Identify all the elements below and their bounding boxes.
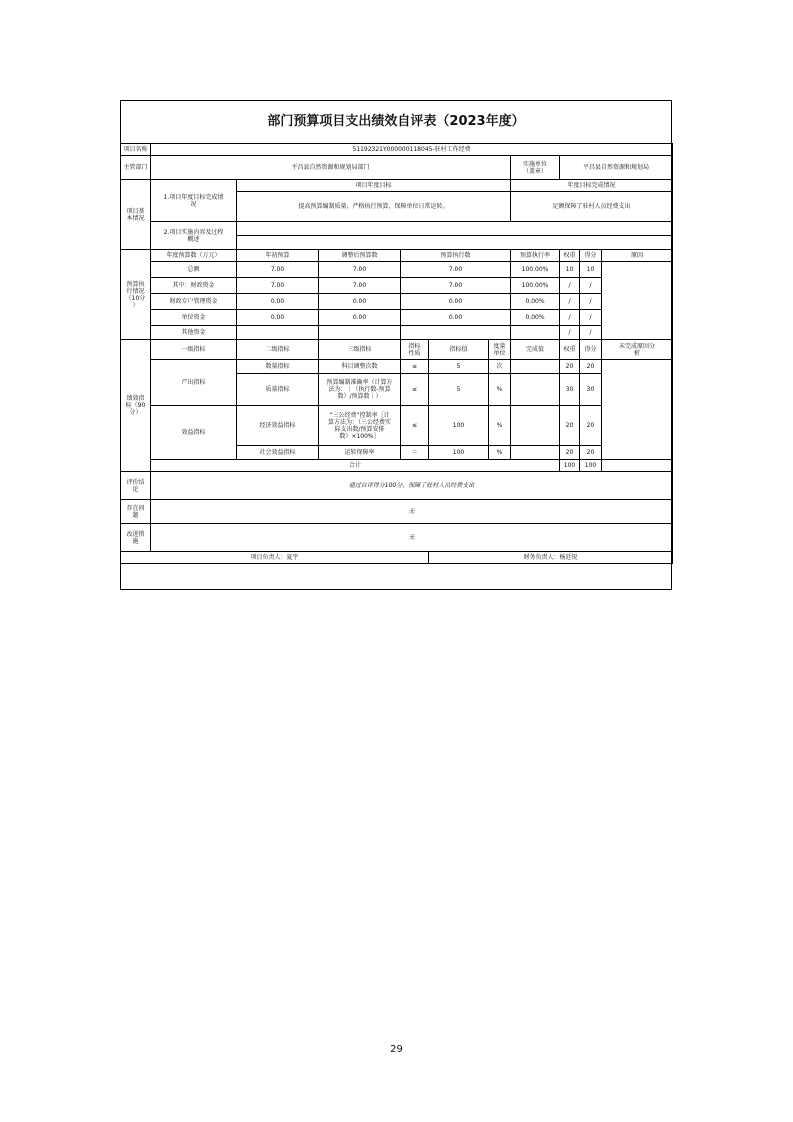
budget-section-label: 预算执 行情况 （10分 ）	[121, 250, 151, 340]
budget-initial: 0.00	[237, 294, 319, 310]
budget-header: 原因	[602, 250, 673, 262]
budget-initial: 0.00	[237, 310, 319, 326]
budget-adjusted	[319, 326, 401, 340]
budget-executed: 7.00	[401, 262, 511, 278]
budget-header-row	[121, 250, 673, 262]
budget-initial	[237, 326, 319, 340]
budget-score: 10	[580, 262, 602, 278]
perf-header: 指标 性质	[401, 340, 429, 360]
goal-text: 提高预算编制质量，严格执行预算，保障单位日常运转。	[237, 192, 511, 222]
budget-executed	[401, 326, 511, 340]
budget-executed: 0.00	[401, 294, 511, 310]
evaluation-table	[120, 143, 673, 564]
perf-score: 20	[580, 406, 602, 446]
budget-executed: 7.00	[401, 278, 511, 294]
impl-content-row	[121, 222, 673, 236]
perf-unit: 次	[489, 360, 511, 374]
budget-rate: 0.00%	[511, 310, 560, 326]
improve-row	[121, 524, 673, 552]
problem-row	[121, 500, 673, 524]
budget-name: 单位资金	[151, 310, 237, 326]
perf-l3: 运转保障率	[319, 446, 401, 460]
budget-weight: 10	[560, 262, 580, 278]
budget-header: 预算执行率	[511, 250, 560, 262]
perf-value: 100	[429, 446, 489, 460]
budget-adjusted: 0.00	[319, 294, 401, 310]
perf-score: 20	[580, 446, 602, 460]
perf-nature: ≤	[401, 406, 429, 446]
perf-header: 二级指标	[237, 340, 319, 360]
budget-header: 得分	[580, 250, 602, 262]
budget-row	[121, 294, 673, 310]
impl-content-label: 2.项目实施内容及过程 概述	[151, 222, 237, 250]
perf-done	[511, 406, 560, 446]
perf-done	[511, 360, 560, 374]
perf-l2: 数量指标	[237, 360, 319, 374]
budget-name: 其中：财政资金	[151, 278, 237, 294]
goal-done-text: 足额保障了驻村人员经费支出	[511, 192, 673, 222]
perf-header: 一级指标	[151, 340, 237, 360]
perf-section-label: 绩效指 标（90 分）	[121, 340, 151, 472]
impl-label: 实施单位 （盖章）	[511, 156, 560, 180]
budget-initial: 7.00	[237, 278, 319, 294]
budget-rate: 100.00%	[511, 278, 560, 294]
perf-header: 得分	[580, 340, 602, 360]
perf-header: 度量 单位	[489, 340, 511, 360]
budget-weight: /	[560, 278, 580, 294]
perf-nature: ≤	[401, 374, 429, 406]
goal-header: 项目年度目标	[237, 180, 511, 192]
budget-row	[121, 278, 673, 294]
signature-row	[121, 552, 673, 564]
perf-reason	[602, 360, 673, 460]
perf-l2: 经济效益指标	[237, 406, 319, 446]
perf-header: 完成值	[511, 340, 560, 360]
perf-l3: 预算编制准确率（计算方 法为：｜（执行数-预算 数）/预算数｜）	[319, 374, 401, 406]
perf-header: 未完成原因分 析	[602, 340, 673, 360]
impl-content-value-2	[237, 236, 673, 250]
perf-nature: ≤	[401, 360, 429, 374]
perf-score: 20	[580, 360, 602, 374]
budget-initial: 7.00	[237, 262, 319, 278]
total-weight: 100	[560, 460, 580, 472]
total-row	[121, 460, 673, 472]
budget-row	[121, 326, 673, 340]
form-title: 部门预算项目支出绩效自评表（2023年度）	[267, 114, 525, 129]
total-reason	[602, 460, 673, 472]
budget-weight: /	[560, 310, 580, 326]
perf-unit: %	[489, 374, 511, 406]
budget-reason	[602, 262, 673, 340]
perf-header: 权重	[560, 340, 580, 360]
budget-rate: 0.00%	[511, 294, 560, 310]
dept-label: 主管部门	[121, 156, 151, 180]
perf-unit: %	[489, 446, 511, 460]
perf-header-row	[121, 340, 673, 360]
perf-row	[121, 406, 673, 446]
project-leader: 项目负责人：夏宇	[121, 552, 429, 564]
benefit-indicator-label: 效益指标	[151, 406, 237, 460]
perf-weight: 30	[560, 374, 580, 406]
perf-weight: 20	[560, 360, 580, 374]
dept-value: 平昌县自然资源和规划局部门	[151, 156, 511, 180]
eval-label: 评价结 论	[121, 472, 151, 500]
output-indicator-label: 产出指标	[151, 360, 237, 406]
budget-header: 预算执行数	[401, 250, 511, 262]
improve-label: 改进措 施	[121, 524, 151, 552]
perf-weight: 20	[560, 406, 580, 446]
budget-executed: 0.00	[401, 310, 511, 326]
budget-weight: /	[560, 326, 580, 340]
perf-unit: %	[489, 406, 511, 446]
perf-nature: ＝	[401, 446, 429, 460]
goal-label: 1.项目年度目标完成情 况	[151, 180, 237, 222]
perf-value: 5	[429, 360, 489, 374]
budget-name: 总额	[151, 262, 237, 278]
perf-header: 三级指标	[319, 340, 401, 360]
budget-header: 年度预算数（万元）	[151, 250, 237, 262]
basic-info-label: 项目基 本情况	[121, 180, 151, 250]
perf-done	[511, 374, 560, 406]
budget-header: 权重	[560, 250, 580, 262]
budget-score: /	[580, 326, 602, 340]
page-number: 29	[390, 1044, 403, 1055]
total-score: 100	[580, 460, 602, 472]
project-name-label: 项目名称	[121, 144, 151, 156]
budget-header: 年初预算	[237, 250, 319, 262]
perf-weight: 20	[560, 446, 580, 460]
eval-text: 通过自评得分100分，保障了驻村人员经费支出	[151, 472, 673, 500]
budget-adjusted: 0.00	[319, 310, 401, 326]
goal-done-header: 年度目标完成情况	[511, 180, 673, 192]
goal-header-row	[121, 180, 673, 192]
evaluation-form	[120, 100, 672, 590]
budget-row	[121, 310, 673, 326]
perf-header: 指标值	[429, 340, 489, 360]
perf-value: 5	[429, 374, 489, 406]
perf-row	[121, 360, 673, 374]
dept-row	[121, 156, 673, 180]
budget-rate: 100.00%	[511, 262, 560, 278]
impl-value: 平昌县自然资源和规划局	[560, 156, 673, 180]
budget-adjusted: 7.00	[319, 262, 401, 278]
budget-row	[121, 262, 673, 278]
budget-name: 财政专户管理资金	[151, 294, 237, 310]
perf-l2: 社会效益指标	[237, 446, 319, 460]
perf-score: 30	[580, 374, 602, 406]
budget-header: 调整后预算数	[319, 250, 401, 262]
improve-text: 无	[151, 524, 673, 552]
budget-name: 其他资金	[151, 326, 237, 340]
eval-row	[121, 472, 673, 500]
finance-leader: 财务负责人：杨廷锐	[429, 552, 673, 564]
perf-l3: 科目调整次数	[319, 360, 401, 374]
project-name-value: 51192321Y000000118045-驻村工作经费	[151, 144, 673, 156]
budget-score: /	[580, 310, 602, 326]
perf-l3: “三公经费”控制率［计 算方法为：（三公经费实 际支出数/预算安排 数）×100%］	[319, 406, 401, 446]
perf-done	[511, 446, 560, 460]
budget-score: /	[580, 278, 602, 294]
budget-score: /	[580, 294, 602, 310]
budget-weight: /	[560, 294, 580, 310]
impl-content-value	[237, 222, 673, 236]
perf-l2: 质量指标	[237, 374, 319, 406]
problem-label: 存在问 题	[121, 500, 151, 524]
problem-text: 无	[151, 500, 673, 524]
budget-rate	[511, 326, 560, 340]
perf-value: 100	[429, 406, 489, 446]
budget-adjusted: 7.00	[319, 278, 401, 294]
project-name-row	[121, 144, 673, 156]
total-label: 合计	[151, 460, 560, 472]
